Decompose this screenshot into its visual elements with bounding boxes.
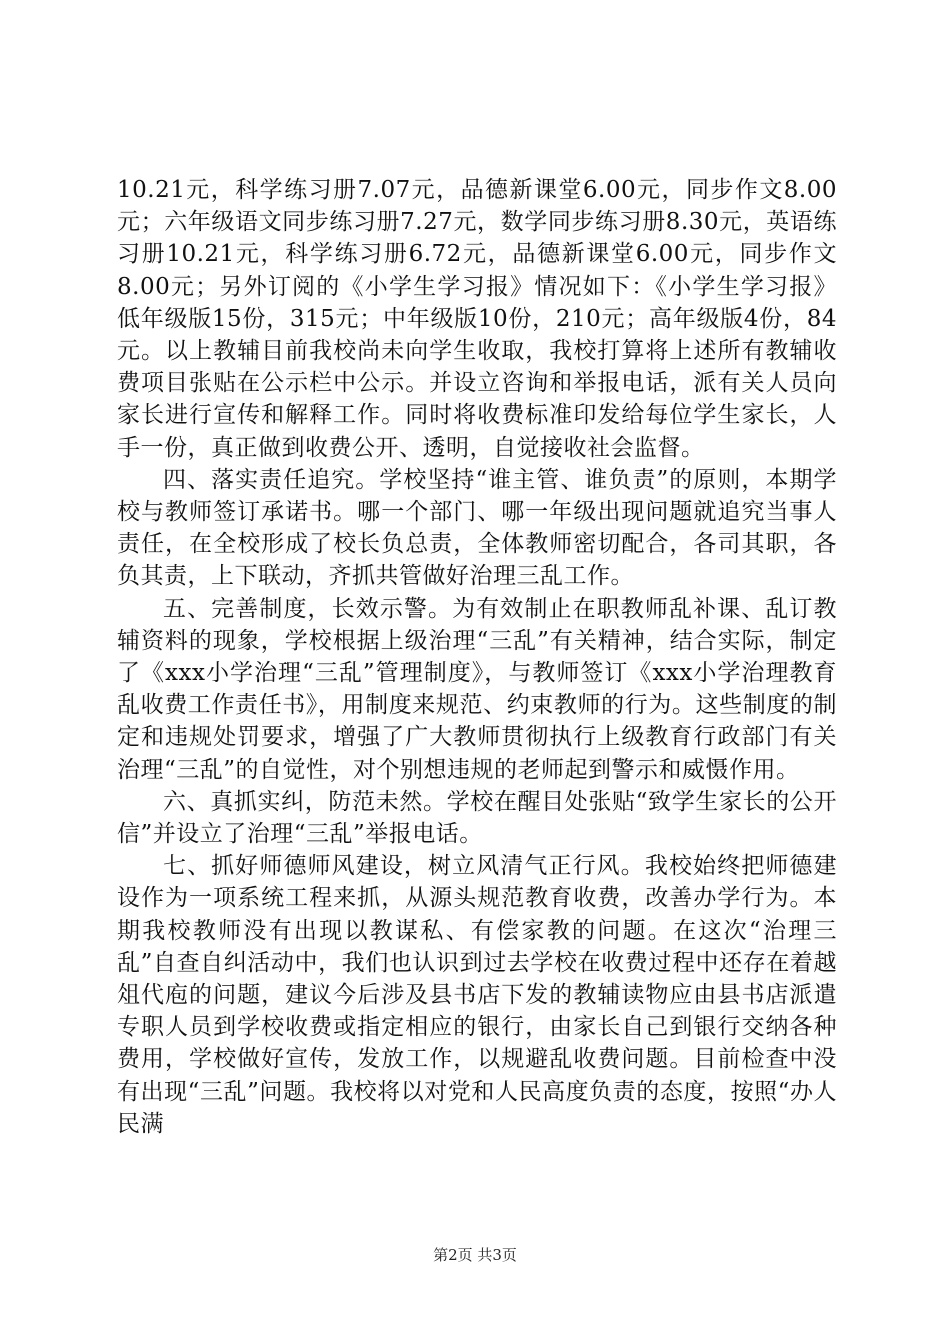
paragraph-4: 六、真抓实纠，防范未然。学校在醒目处张贴“致学生家长的公开信”并设立了治理“三乱”举报电话。	[117, 788, 837, 848]
paragraph-3: 五、完善制度，长效示警。为有效制止在职教师乱补课、乱订教辅资料的现象，学校根据上级治理“三乱”有关精神，结合实际，制定了《xxx小学治理“三乱”管理制度》，与教师签订《xxx小学治理教育乱收费工作责任书》，用制度来规范、约束教师的行为。这些制度的制定和违规处罚要求，增强了广大教师贯彻执行上级教育行政部门有关治理“三乱”的自觉性，对个别想违规的老师起到警示和威慑作用。	[117, 595, 838, 783]
page-footer: 第2页 共3页	[433, 1246, 517, 1264]
body-text	[117, 174, 837, 1140]
paragraph-5: 七、抓好师德师风建设，树立风清气正行风。我校始终把师德建设作为一项系统工程来抓，从源头规范教育收费，改善办学行为。本期我校教师没有出现以教谋私、有偿家教的问题。在这次“治理三乱”自查自纠活动中，我们也认识到过去学校在收费过程中还存在着越俎代庖的问题，建议今后涉及县书店下发的教辅读物应由县书店派遣专职人员到学校收费或指定相应的银行，由家长自己到银行交纳各种费用，学校做好宣传，发放工作，以规避乱收费问题。目前检查中没有出现“三乱”问题。我校将以对党和人民高度负责的态度，按照“办人民满	[117, 853, 837, 1137]
paragraph-2: 四、落实责任追究。学校坚持“谁主管、谁负责”的原则，本期学校与教师签订承诺书。哪一个部门、哪一年级出现问题就追究当事人责任，在全校形成了校长负总责，全体教师密切配合，各司其职，各负其责，上下联动，齐抓共管做好治理三乱工作。	[117, 466, 837, 590]
paragraph-1: 10.21元，科学练习册7.07元，品德新课堂6.00元，同步作文8.00元；六年级语文同步练习册7.27元，数学同步练习册8.30元，英语练习册10.21元，科学练习册6.72元，品德新课堂6.00元，同步作文8.00元；另外订阅的《小学生学习报》情况如下：《小学生学习报》低年级版15份，315元；中年级版10份，210元；高年级版4份，84元。以上教辅目前我校尚未向学生收取，我校打算将上述所有教辅收费项目张贴在公示栏中公示。并设立咨询和举报电话，派有关人员向家长进行宣传和解释工作。同时将收费标准印发给每位学生家长，人手一份，真正做到收费公开、透明，自觉接收社会监督。	[117, 177, 837, 461]
